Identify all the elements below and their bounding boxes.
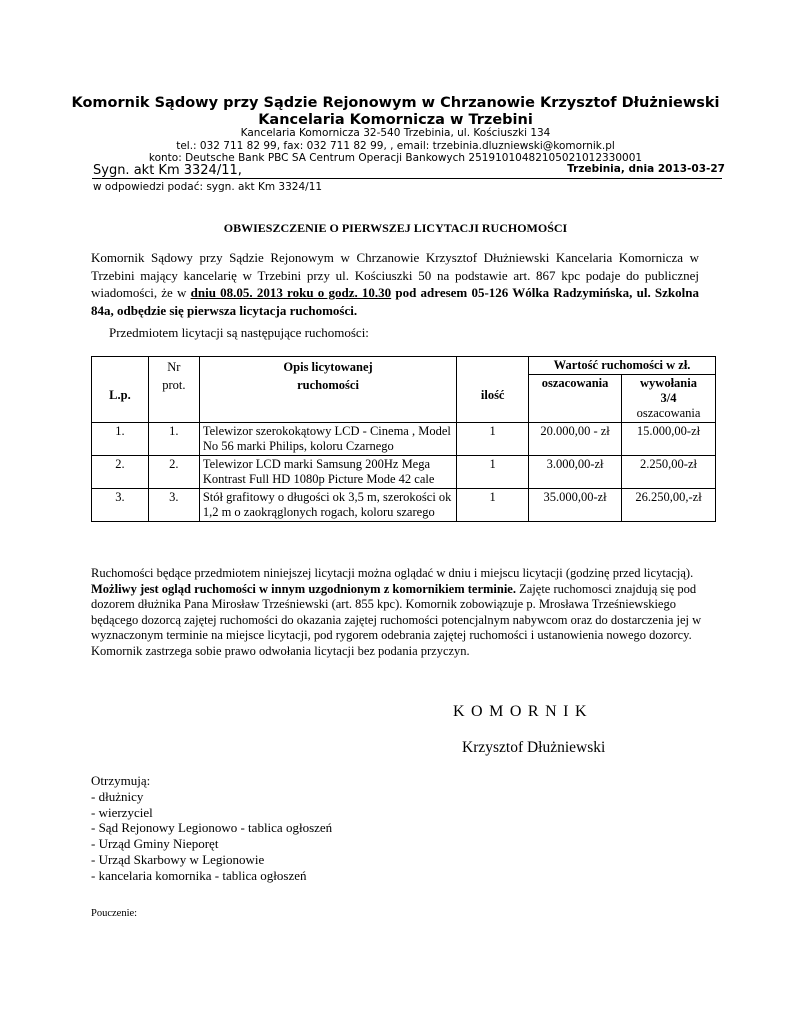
header-oszacowania2: oszacowania [636, 406, 701, 420]
items-table [91, 356, 716, 522]
header-wartosc: Wartość ruchomości w zł. [529, 357, 716, 375]
document-date: Trzebinia, dnia 2013-03-27 [567, 163, 725, 175]
auction-location: pod adresem 05-126 Wólka Radzymińska, ul. Szkolna 84a, odbędzie się pierwsza licytacja ruchomości. [91, 285, 699, 318]
custody-info: Zajęte ruchomosci znajdują się pod dozorem dłużnika Pana Mirosław Trześniewski (art. 855 kpc). Komornik zobowiązuje p. Mrosława Trześniewskiego będącego dozorcą zajętej ruchomości do okazania zajętej ruchomości potencjalnym nabywcom oraz do dostarczenia jej w wyznaczonym terminie na miejsce licytacji, pod rygorem odebrania zajętej ruchomości i ustanowienia nowego dozorcy. [91, 581, 702, 642]
row-wywolanie: 2.250,00-zł [622, 456, 716, 489]
header-wywolania: wywołania [640, 376, 697, 390]
header-opis-line1: Opis licytowanej [283, 360, 373, 374]
header-opis [199, 357, 456, 423]
row-prot: 1. [148, 423, 199, 456]
header-nr: Nr [167, 360, 181, 374]
row-prot: 2. [148, 456, 199, 489]
row-oszacowanie: 3.000,00-zł [529, 456, 622, 489]
alternative-viewing [91, 582, 721, 644]
alternative-viewing-bold: Możliwy jest ogląd ruchomości w innym uzgodnionym z komornikiem terminie. [91, 581, 516, 596]
list-item: - Sąd Rejonowy Legionowo - tablica ogłoszeń [91, 820, 333, 836]
header-address: Kancelaria Komornicza 32-540 Trzebinia, ul. Kościuszki 134 [240, 127, 551, 139]
pouczenie-label: Pouczenie: [91, 908, 138, 919]
header-title-line2: Kancelaria Komornicza w Trzebini [258, 112, 533, 128]
list-item: - dłużnicy [91, 788, 144, 804]
recipients-label: Otrzymują: [91, 773, 151, 788]
notice-intro [91, 249, 699, 319]
row-opis: Telewizor szerokokątowy LCD - Cinema , Model No 56 marki Philips, koloru Czarnego [199, 423, 456, 456]
viewing-info: Ruchomości będące przedmiotem niniejszej licytacji można oglądać w dniu i miejscu licytacji (godzinę przed licytacją). [91, 566, 694, 580]
notice-heading: OBWIESZCZENIE O PIERWSZEJ LICYTACJI RUCHOMOŚCI [223, 221, 568, 235]
header-prot: prot. [162, 378, 186, 392]
list-item: - kancelaria komornika - tablica ogłoszeń [91, 867, 307, 883]
row-ilosc: 1 [457, 489, 529, 522]
header-wywolania-cell [622, 375, 716, 423]
row-oszacowanie: 35.000,00-zł [529, 489, 622, 522]
header-oszacowania: oszacowania [529, 375, 622, 423]
header-opis-line2: ruchomości [297, 378, 359, 392]
header-divider [92, 178, 722, 179]
header-contact: tel.: 032 711 82 99, fax: 032 711 82 99, , email: trzebinia.dluzniewski@komornik.pl [176, 140, 615, 152]
header-lp: L.p. [92, 357, 149, 423]
reply-reference-note: w odpowiedzi podać: sygn. akt Km 3324/11 [93, 181, 323, 193]
header-account: konto: Deutsche Bank PBC SA Centrum Operacji Bankowych 25191010482105021012330001 [148, 152, 643, 164]
row-lp: 1. [92, 423, 149, 456]
auction-info [91, 566, 721, 659]
cancellation-reserve: Komornik zastrzega sobie prawo odwołania licytacji bez podania przyczyn. [91, 643, 470, 658]
subject-line: Przedmiotem licytacji są następujące ruchomości: [109, 325, 369, 340]
header-title-line1: Komornik Sądowy przy Sądzie Rejonowym w Chrzanowie Krzysztof Dłużniewski [71, 95, 720, 111]
row-wywolanie: 26.250,00,-zł [622, 489, 716, 522]
row-opis: Telewizor LCD marki Samsung 200Hz Mega Kontrast Full HD 1080p Picture Mode 42 cale [199, 456, 456, 489]
list-item: - Urząd Gminy Nieporęt [91, 836, 219, 852]
row-lp: 2. [92, 456, 149, 489]
signature-name: Krzysztof Dłużniewski [462, 739, 606, 756]
auction-date: dniu 08.05. 2013 roku o godz. 10.30 [190, 285, 392, 300]
row-wywolanie: 15.000,00-zł [622, 423, 716, 456]
header-ilosc: ilość [457, 357, 529, 423]
table-row [92, 489, 716, 522]
row-ilosc: 1 [457, 423, 529, 456]
header-nr-prot [148, 357, 199, 423]
row-oszacowanie: 20.000,00 - zł [529, 423, 622, 456]
row-opis: Stół grafitowy o długości ok 3,5 m, szerokości ok 1,2 m o zaokrąglonych rogach, koloru szarego [199, 489, 456, 522]
header-fraction: 3/4 [660, 391, 677, 405]
case-reference: Sygn. akt Km 3324/11, [93, 163, 242, 178]
row-ilosc: 1 [457, 456, 529, 489]
row-prot: 3. [148, 489, 199, 522]
row-lp: 3. [92, 489, 149, 522]
list-item: - wierzyciel [91, 804, 153, 820]
table-header-row-1 [92, 357, 716, 375]
signature-title: KOMORNIK [453, 703, 593, 720]
recipients-list [91, 773, 332, 884]
table-row [92, 456, 716, 489]
intro-text-1: Komornik Sądowy przy Sądzie Rejonowym w Chrzanowie Krzysztof Dłużniewski Kancelaria Komornicza w Trzebini mający kancelarię w Trzebini przy ul. Kościuszki 50 na podstawie art. 867 kpc podaje do publicznej wiadomości, że w [91, 250, 699, 300]
list-item: - Urząd Skarbowy w Legionowie [91, 851, 265, 867]
table-row [92, 423, 716, 456]
